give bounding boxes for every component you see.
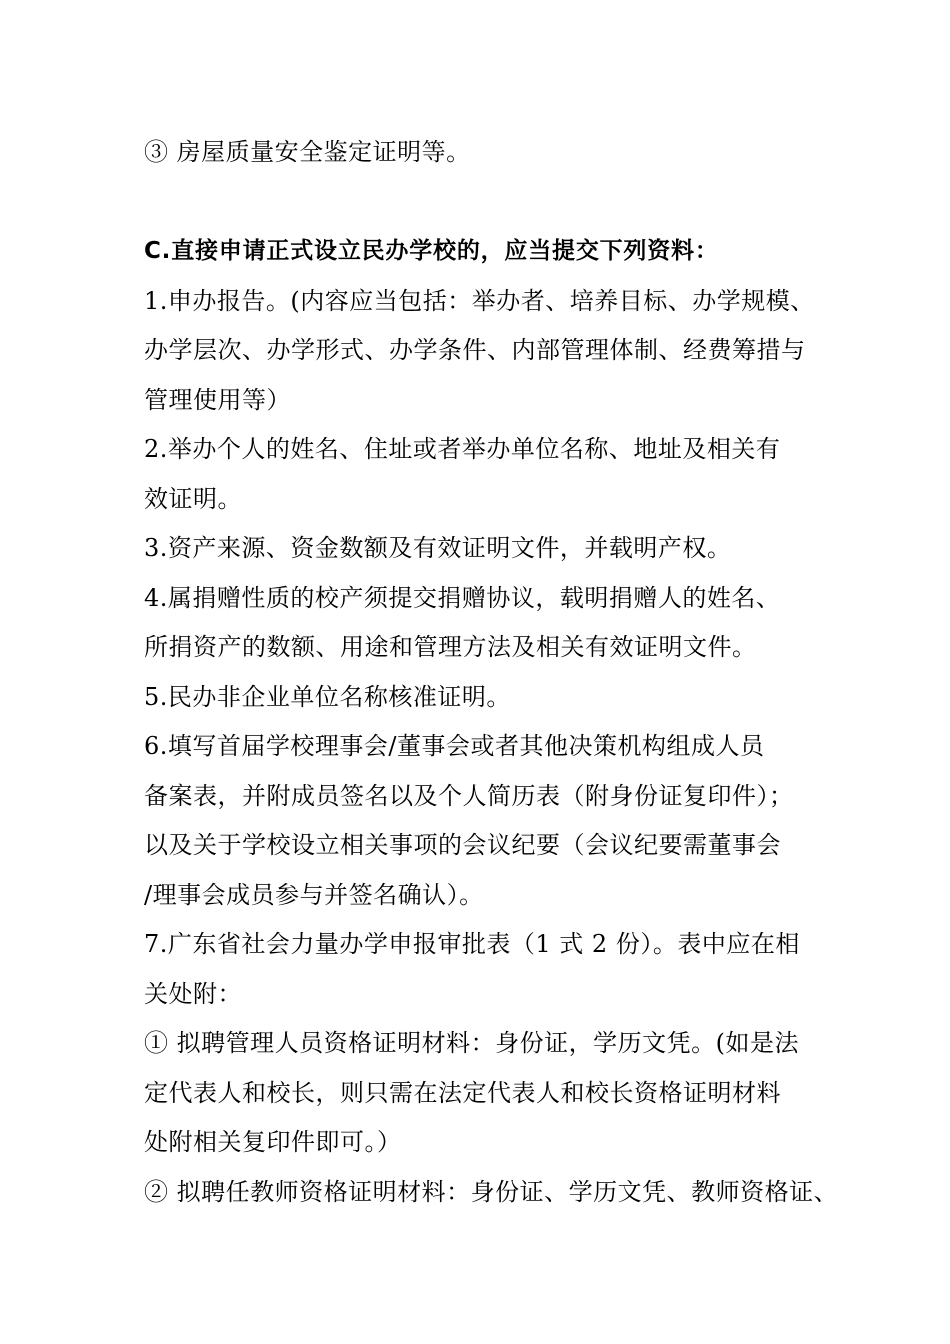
section-heading: C.直接申请正式设立民办学校的，应当提交下列资料： (144, 238, 719, 264)
paragraph-gap (144, 178, 834, 228)
text-line: /理事会成员参与并签名确认）。 (144, 880, 484, 909)
text-line: 6.填写首届学校理事会/董事会或者其他决策机构组成人员 (144, 732, 765, 760)
text-line: ① 拟聘管理人员资格证明材料：身份证，学历文凭。(如是法 (144, 1029, 799, 1057)
text-line: 所捐资产的数额、用途和管理方法及相关有效证明文件。 (144, 633, 757, 661)
text-line: 办学层次、办学形式、办学条件、内部管理体制、经费筹措与 (144, 336, 806, 364)
text-line: 以及关于学校设立相关事项的会议纪要（会议纪要需董事会 (144, 831, 781, 859)
text-line: ② 拟聘任教师资格证明材料：身份证、学历文凭、教师资格证、 (144, 1177, 839, 1206)
text-line: 1.申办报告。(内容应当包括：举办者、培养目标、办学规模、 (144, 286, 815, 315)
text-line: 4.属捐赠性质的校产须提交捐赠协议，载明捐赠人的姓名、 (144, 583, 781, 612)
text-line: 5.民办非企业单位名称核准证明。 (144, 682, 511, 711)
text-line: 备案表，并附成员签名以及个人简历表（附身份证复印件）； (144, 781, 794, 810)
text-line: 关处附： (144, 979, 242, 1008)
text-line: 处附相关复印件即可。） (144, 1128, 402, 1156)
document-body (144, 128, 839, 1217)
text-line: 3.资产来源、资金数额及有效证明文件，并载明产权。 (144, 534, 732, 562)
list-item-house-safety: ③ 房屋质量安全鉴定证明等。 (144, 138, 471, 166)
text-line: 7.广东省社会力量办学申报审批表（1 式 2 份）。表中应在相 (144, 930, 800, 958)
text-line: 2.举办个人的姓名、住址或者举办单位名称、地址及相关有 (144, 435, 781, 463)
text-line: 定代表人和校长，则只需在法定代表人和校长资格证明材料 (144, 1078, 781, 1107)
text-line: 效证明。 (144, 484, 242, 513)
text-line: 管理使用等） (144, 385, 291, 414)
